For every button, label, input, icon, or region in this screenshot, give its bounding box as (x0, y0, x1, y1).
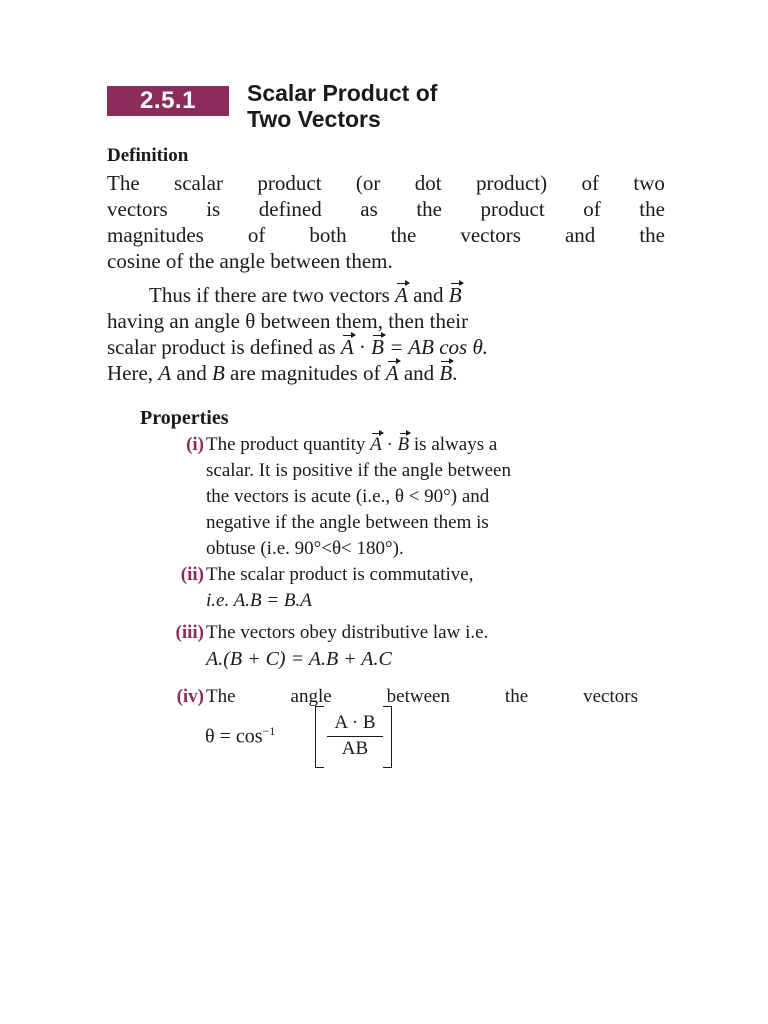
explanation-line-2: having an angle θ between them, then their (107, 309, 469, 333)
explanation-text-1b: and (413, 283, 444, 307)
vector-b-symbol: B (439, 361, 453, 385)
property-3-line-1: The vectors obey distributive law i.e. (206, 622, 489, 643)
magnitude-a: A (158, 361, 172, 385)
definition-line-1 (107, 170, 665, 196)
vector-b-symbol: B (448, 283, 462, 307)
property-1-line-1 (206, 432, 638, 458)
explanation-text-1a: Thus if there are two vectors (149, 283, 390, 307)
period: . (452, 361, 458, 385)
property-number: (iii) (175, 622, 204, 643)
section-title-line-1: Scalar Product of (247, 80, 438, 106)
definition-word: is (206, 197, 221, 221)
property-2-line-2: i.e. A.B = B.A (206, 590, 312, 611)
vector-a-symbol: A (340, 335, 354, 359)
property-1-line-4: negative if the angle between them is (206, 512, 489, 533)
definition-word: both (309, 223, 347, 247)
definition-word: product) (476, 171, 548, 195)
definition-word: vectors (107, 197, 168, 221)
definition-line-3 (107, 222, 665, 248)
definition-word: dot (414, 171, 442, 195)
definition-word: defined (258, 197, 322, 221)
property-item-1 (140, 432, 638, 562)
definition-word: vectors (460, 223, 521, 247)
definition-word: product (257, 171, 322, 195)
property-1-line-3: the vectors is acute (i.e., θ < 90°) and (206, 486, 490, 507)
property-4-word: vectors (583, 686, 638, 707)
property-2-line-1: The scalar product is commutative, (206, 564, 474, 585)
definition-word: The (107, 171, 140, 195)
section-number-badge: 2.5.1 (107, 86, 229, 116)
formula-denominator: AB (341, 738, 369, 759)
property-4-word: The (206, 686, 236, 707)
definition-word: the (639, 197, 665, 221)
formula-exponent: −1 (262, 724, 276, 738)
definition-word: the (416, 197, 442, 221)
definition-text (107, 170, 665, 274)
definition-word: (or (355, 171, 381, 195)
formula-fraction (327, 712, 383, 761)
definition-line-2 (107, 196, 665, 222)
definition-word: of (583, 197, 601, 221)
dot-operator: · (358, 335, 366, 359)
definition-word: the (639, 223, 665, 247)
definition-word: of (581, 171, 600, 195)
property-4-word: the (504, 686, 529, 707)
definition-word: magnitudes (107, 223, 204, 247)
definition-line-4: cosine of the angle between them. (107, 249, 393, 273)
property-1-text-b: is always a (413, 434, 498, 455)
property-body (206, 562, 638, 614)
property-3-line-2: A.(B + C) = A.B + A.C (206, 648, 392, 670)
property-item-3 (140, 620, 638, 676)
explanation-text-4d: and (403, 361, 435, 385)
properties-heading: Properties (140, 407, 229, 429)
section-title (247, 80, 657, 132)
vector-a-symbol: A (395, 283, 408, 307)
formula-lhs-text: θ = cos (205, 725, 263, 748)
definition-block (107, 144, 665, 274)
dot-operator: · (386, 434, 393, 455)
explanation-line-4 (107, 360, 665, 386)
definition-word: as (360, 197, 378, 221)
section-header (107, 80, 667, 136)
explanation-block (107, 282, 665, 386)
explanation-text-3a: scalar product is defined as (107, 335, 336, 359)
vector-a-symbol: A (385, 361, 399, 385)
explanation-text-4c: are magnitudes of (230, 361, 381, 385)
explanation-text-3b: = AB cos θ. (389, 335, 489, 359)
left-bracket (315, 706, 324, 768)
formula-numerator: A · B (327, 712, 383, 737)
angle-formula (205, 706, 405, 768)
property-number: (i) (186, 434, 204, 455)
property-1-text-a: The product quantity (206, 434, 366, 455)
definition-heading: Definition (107, 145, 189, 166)
property-number: (iv) (176, 686, 204, 707)
vector-b-symbol: B (398, 432, 410, 458)
property-body (206, 620, 638, 672)
definition-word: two (633, 171, 665, 195)
magnitude-b: B (211, 361, 225, 385)
property-1-line-2: scalar. It is positive if the angle between (206, 460, 511, 481)
property-item-2 (140, 562, 638, 614)
property-1-line-5: obtuse (i.e. 90°<θ< 180°). (206, 538, 404, 559)
definition-word: of (247, 223, 266, 247)
explanation-text-4b: and (176, 361, 207, 385)
vector-a-symbol: A (370, 432, 382, 458)
explanation-text-4a: Here, (107, 361, 154, 385)
definition-word: the (390, 223, 417, 247)
definition-word: and (564, 223, 596, 247)
explanation-line-1 (107, 282, 665, 308)
formula-lhs (205, 724, 275, 749)
vector-b-symbol: B (371, 335, 384, 359)
section-title-line-2: Two Vectors (247, 106, 381, 132)
right-bracket (383, 706, 392, 768)
definition-word: scalar (174, 171, 223, 195)
property-body (206, 432, 638, 562)
property-number: (ii) (180, 564, 204, 585)
definition-word: product (480, 197, 545, 221)
property-4-word: between (386, 686, 450, 707)
explanation-line-3 (107, 334, 665, 360)
property-4-word: angle (290, 686, 332, 707)
